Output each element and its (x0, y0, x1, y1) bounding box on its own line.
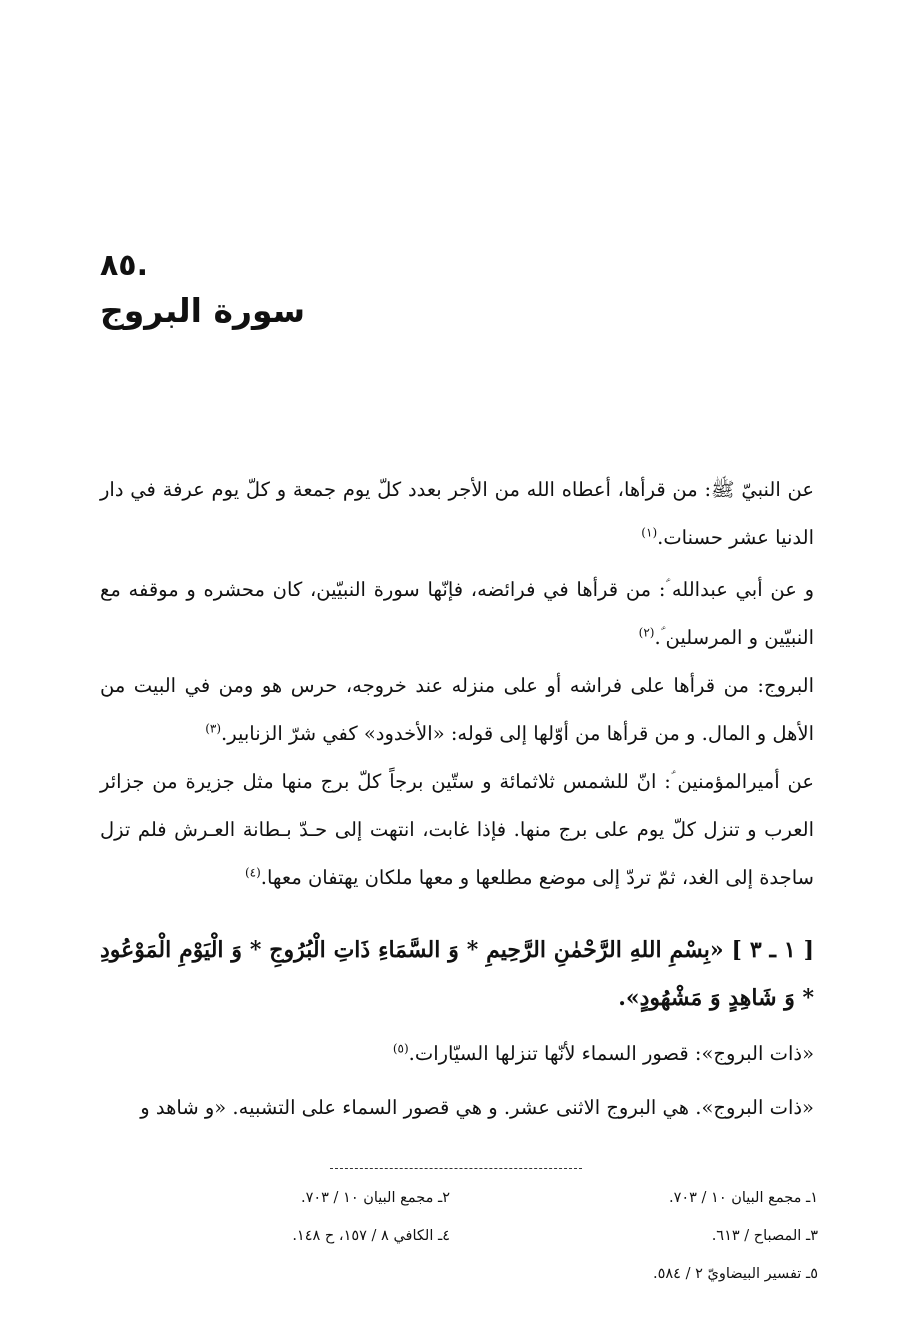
commentary-2 (100, 1084, 814, 1132)
footnote-1: ١ـ مجمع البيان ١٠ / ٧٠٣. (668, 1190, 818, 1206)
footnote-ref[interactable]: (١) (641, 525, 658, 540)
footnote-ref[interactable]: (٣) (205, 721, 222, 736)
paragraph-text: و عن أبي عبدالله ؑ: من قرأها في فرائضه، فإنّها سورة النبيّين، كان محشره و موقفه مع النبيّين و المرسلين ؑ. (100, 578, 814, 649)
commentary-text: «ذات البروج»: قصور السماء لأنّها تنزلها السيّارات. (408, 1042, 814, 1065)
commentary-1 (100, 1030, 814, 1078)
footnote-ref[interactable]: (٢) (638, 625, 655, 640)
footnote-3: ٣ـ المصباح / ٦١٣. (711, 1228, 818, 1244)
paragraph-4 (100, 758, 814, 902)
commentary-text: «ذات البروج». هي البروج الاثنى عشر. و هي قصور السماء على التشبيه. «و شاهد و (140, 1096, 814, 1119)
footnote-divider (330, 1168, 582, 1169)
quran-verse: [ ١ ـ ٣ ] «بِسْمِ اللهِ الرَّحْمٰنِ الرَّحِيمِ * وَ السَّمَاءِ ذَاتِ الْبُرُوجِ * وَ الْيَوْمِ الْمَوْعُودِ * وَ شَاهِدٍ وَ مَشْهُودٍ». (100, 937, 814, 1011)
chapter-title: سورة البروج (100, 291, 306, 330)
paragraph-2 (100, 566, 814, 662)
paragraph-text: البروج: من قرأها على فراشه أو على منزله عند خروجه، حرس هو ومن في البيت من الأهل و المال. و من قرأها من أوّلها إلى قوله: «الأخدود» كفي شرّ الزنابير. (100, 674, 814, 745)
paragraph-1 (100, 466, 814, 562)
paragraph-text: عن النبيّ ﷺ: من قرأها، أعطاه الله من الأجر بعدد كلّ يوم جمعة و كلّ يوم عرفة في دار الدنيا عشر حسنات. (100, 478, 814, 549)
footnote-4: ٤ـ الكافي ٨ / ١٥٧، ح ١٤٨. (292, 1228, 450, 1244)
footnote-5: ٥ـ تفسير البيضاويّ ٢ / ٥٨٤. (653, 1266, 818, 1282)
footnote-2: ٢ـ مجمع البيان ١٠ / ٧٠٣. (300, 1190, 450, 1206)
footnote-ref[interactable]: (٤) (244, 865, 261, 880)
footnote-ref[interactable]: (٥) (392, 1041, 409, 1056)
paragraph-3 (100, 662, 814, 758)
paragraph-text: عن أميرالمؤمنين ؑ: انّ للشمس ثلاثمائة و ستّين برجاً كلّ برج منها مثل جزيرة من جزائر العرب و تنزل كلّ يوم على برج منها. فإذا غابت، انتهت إلى حـدّ بـطانة العـرش فلم تزل ساجدة إلى الغد، ثمّ تردّ إلى موضع مطلعها و معها ملكان يهتفان معها. (100, 770, 814, 889)
chapter-number: .٨٥ (100, 248, 149, 283)
